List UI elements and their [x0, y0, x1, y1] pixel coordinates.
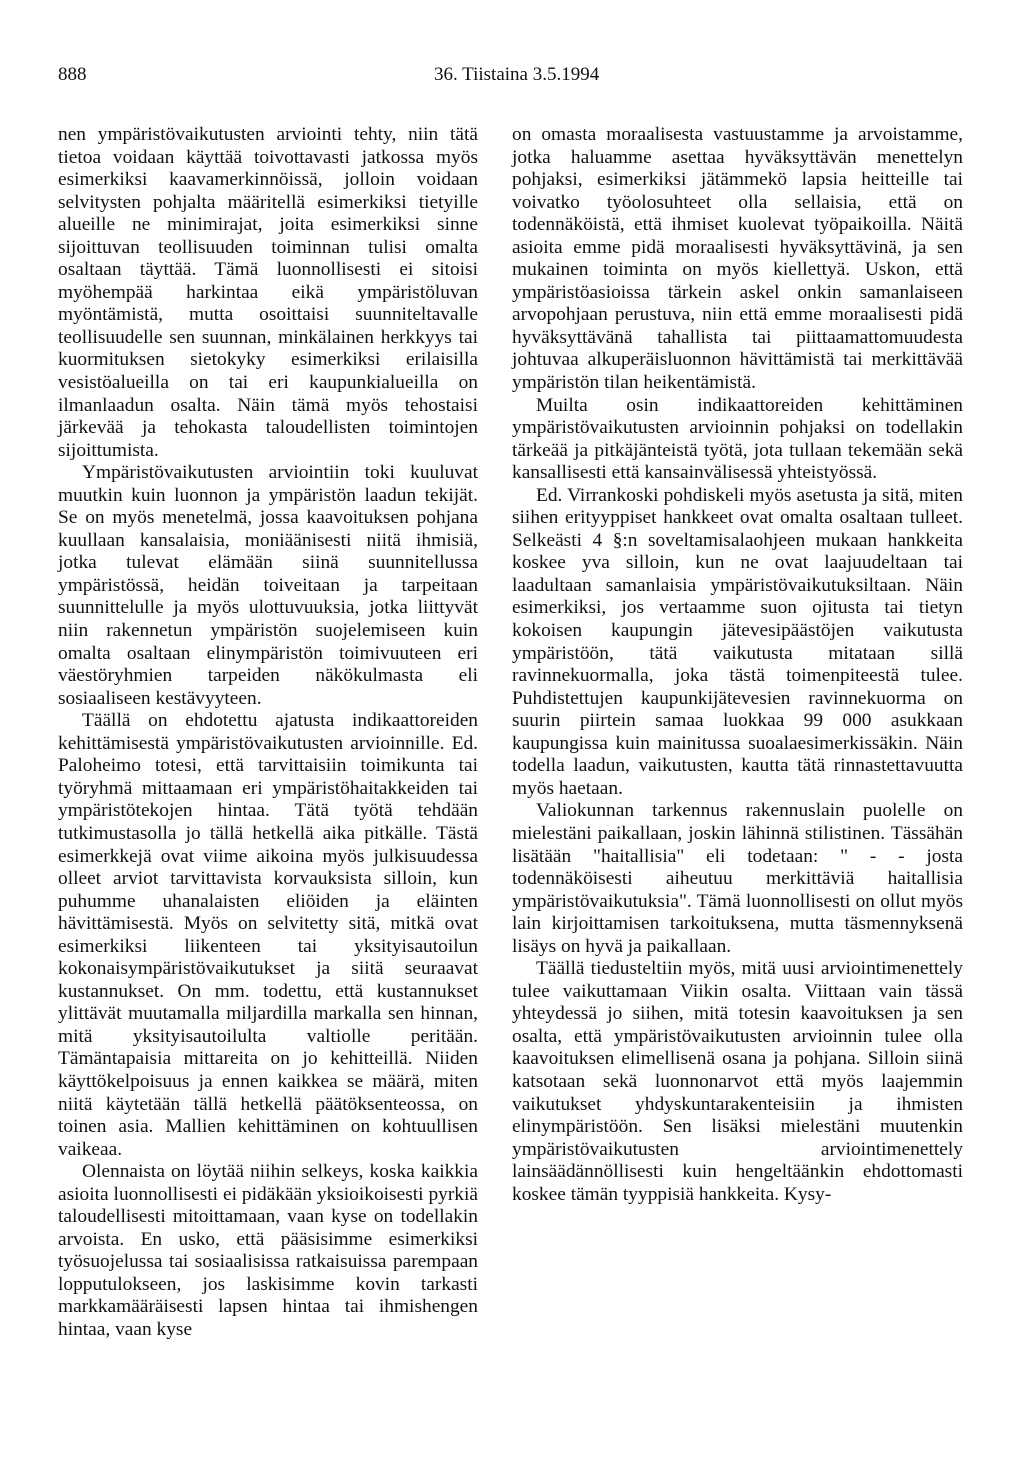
page-number: 888 [58, 64, 87, 85]
right-column [512, 124, 963, 1206]
paragraph: Ed. Virrankoski pohdiskeli myös asetusta ja sitä, miten siihen erityyppiset hankkeet ovat omalta osaltaan tulleet. Selkeästi 4 §:n soveltamisalaohjeen mukaan hankkeita koskee yva silloin, kun ne ovat laajuudeltaan tai laadultaan samanlaisia ympäristövaikutuksiltaan. Näin esimerkiksi, jos vertaamme suon ojitusta tai tietyn kokoisen kaupungin jätevesipäästöjen vaikutusta ympäristöön, tätä vaikutusta mitataan sillä ravinnekuormalla, joka tästä toimenpiteestä tulee. Puhdistettujen kaupunkijätevesien ravinnekuorma on suurin piirtein samaa luokkaa 99 000 asukkaan kaupungissa kuin mainitussa suoalaesimerkissäkin. Näin todella laadun, vaikutusten, kautta tätä rinnastettavuutta myös haetaan. [512, 484, 963, 799]
page-header [58, 64, 963, 94]
paragraph: Ympäristövaikutusten arviointiin toki kuuluvat muutkin kuin luonnon ja ympäristön laadun tekijät. Se on myös menetelmä, jossa kaavoituksen pohjana kuullaan kansalaisia, moniäänisesti niitä ihmisiä, jotka tulevat elämään siinä suunnitellussa ympäristössä, heidän toiveitaan ja tarpeitaan suunnittelulle ja myös ulottuvuuksia, jotka liittyvät niin rakennetun ympäristön suojelemiseen kuin omalta osaltaan elinympäristön toimivuuteen eri väestöryhmien tarpeiden näkökulmasta eli sosiaaliseen kestävyyteen. [58, 462, 478, 709]
paragraph: Täällä tiedusteltiin myös, mitä uusi arviointimenettely tulee vaikuttamaan Viikin osalta. Viittaan vain tässä yhteydessä jo siihen, mitä totesin kaavoituksen ja sen osalta, että ympäristövaikutusten arvioinnin tulee olla kaavoituksen elimellisenä osana ja pohjana. Silloin siinä katsotaan sekä luonnonarvot että myös laajemmin vaikutukset yhdyskuntarakenteisiin ja ihmisten elinympäristöön. Sen lisäksi mielestäni muutenkin ympäristövaikutusten arviointimenettely lainsäädännöllisesti kuin hengeltäänkin ehdottomasti koskee tämän tyyppisiä hankkeita. Kysy- [512, 958, 963, 1205]
paragraph: on omasta moraalisesta vastuustamme ja arvoistamme, jotka haluamme asettaa hyväksyttävän menettelyn pohjaksi, esimerkiksi jätämmekö lapsia heitteille tai voivatko työolosuhteet olla sellaisia, että on todennäköistä, että ihmiset kuolevat työpaikoilla. Näitä asioita emme pidä moraalisesti hyväksyttävinä, ja sen mukainen toiminta on myös kiellettyä. Uskon, että ympäristöasioissa tärkein askel onkin samanlaiseen arvopohjaan perustuva, niin että emme moraalisesti pidä hyväksyttävänä tahallista tai piittaamattomuudesta johtuvaa alkuperäisluonnon hävittämistä tai merkittävää ympäristön tilan heikentämistä. [512, 124, 963, 394]
left-column [58, 124, 478, 1342]
issue-title: 36. Tiistaina 3.5.1994 [434, 64, 600, 85]
paragraph: Täällä on ehdotettu ajatusta indikaattoreiden kehittämisestä ympäristövaikutusten arvioinnille. Ed. Paloheimo totesi, että tarvittaisiin toimikunta tai työryhmä mittaamaan eri ympäristöhaitakkeiden tai ympäristötekojen hintaa. Tätä työtä tehdään tutkimustasolla jo tällä hetkellä aika pitkälle. Tästä esimerkkejä ovat viime aikoina myös julkisuudessa olleet arviot tarvittavista korvauksista silloin, kun puhumme uhanalaisten eliöiden ja eläinten hävittämisestä. Myös on selvitetty sitä, mitkä ovat esimerkiksi liikenteen tai yksityisautoilun kokonaisympäristövaikutukset ja siitä seuraavat kustannukset. On mm. todettu, että kustannukset ylittävät muutamalla miljardilla markalla sen hinnan, mitä yksityisautoilulta valtiolle peritään. Tämäntapaisia mittareita on jo kehitteillä. Niiden käyttökelpoisuus ja ennen kaikkea se määrä, miten niitä käytetään tällä hetkellä päätöksenteossa, on toinen asia. Mallien kehittäminen on kohtuullisen vaikeaa. [58, 710, 478, 1160]
paragraph: nen ympäristövaikutusten arviointi tehty, niin tätä tietoa voidaan käyttää toivottavasti jatkossa myös esimerkiksi kaavamerkinnöissä, jolloin voidaan selvitysten pohjalta määritellä esimerkiksi tietyille alueille ne minimirajat, joita esimerkiksi sinne sijoittuvan teollisuuden toiminnan tulisi omalta osaltaan täyttää. Tämä luonnollisesti ei sitoisi myöhempää harkintaa eikä ympäristöluvan myöntämistä, mutta osoittaisi suunniteltavalle teollisuudelle sen suunnan, minkälainen herkkyys tai kuormituksen sietokyky esimerkiksi erilaisilla vesistöalueilla on tai eri kaupunkialueilla on ilmanlaadun osalta. Näin tämä myös tehostaisi järkevää ja tehokasta taloudellisten toimintojen sijoittumista. [58, 124, 478, 461]
paragraph: Olennaista on löytää niihin selkeys, koska kaikkia asioita luonnollisesti ei pidäkään yksioikoisesti pyrkiä taloudellisesti mitoittamaan, vaan kyse on todellakin arvoista. En usko, että pääsisimme esimerkiksi työsuojelussa tai sosiaalisissa ratkaisuissa parempaan lopputulokseen, jos laskisimme kovin tarkasti markkamääräisesti lapsen hintaa tai ihmishengen hintaa, vaan kyse [58, 1161, 478, 1340]
paragraph: Valiokunnan tarkennus rakennuslain puolelle on mielestäni paikallaan, joskin lähinnä stilistinen. Tässähän lisätään "haitallisia" eli todetaan: " - - josta todennäköisesti aiheutuu merkittäviä haitallisia ympäristövaikutuksia". Tämä luonnollisesti on ollut myös lain kirjoittamisen tarkoituksena, mutta täsmennyksenä lisäys on hyvä ja paikallaan. [512, 800, 963, 957]
paragraph: Muilta osin indikaattoreiden kehittäminen ympäristövaikutusten arvioinnin pohjaksi on todellakin tärkeää ja pitkäjänteistä työtä, jota tullaan tekemään sekä kansallisesti että kansainvälisessä yhteistyössä. [512, 394, 963, 484]
